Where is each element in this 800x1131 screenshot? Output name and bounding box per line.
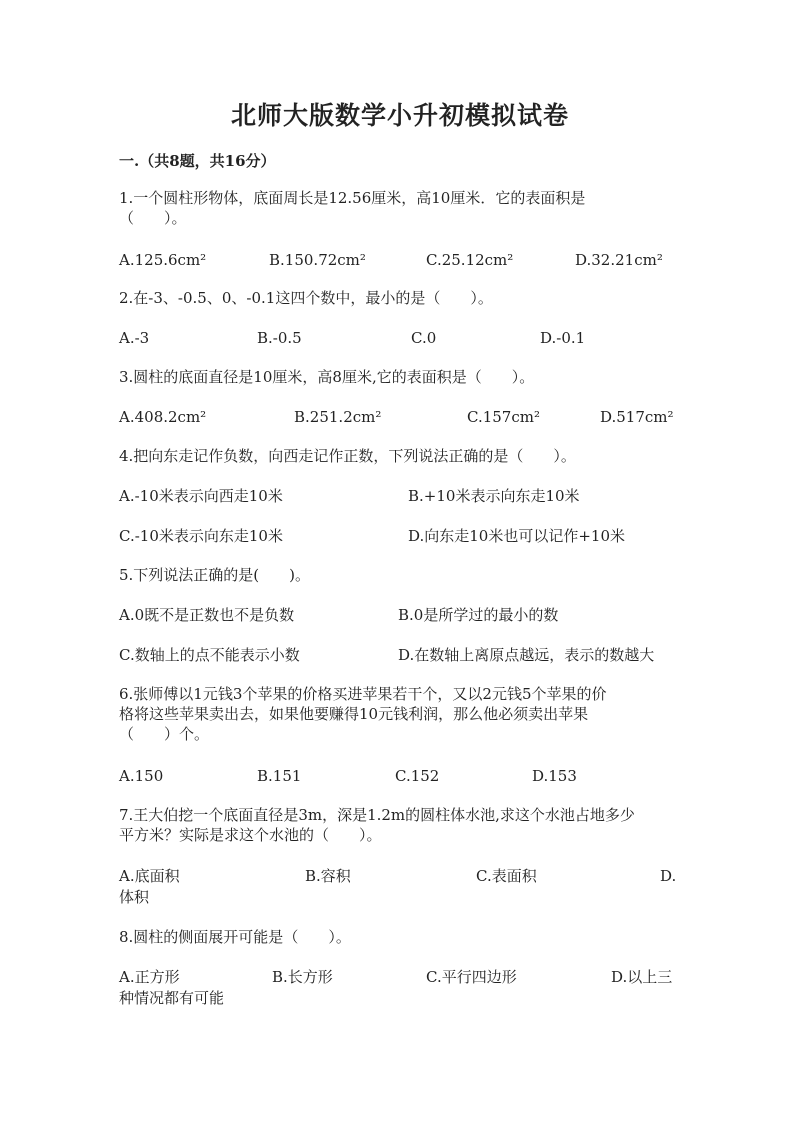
section-heading: 一.（共8题，共16分） [119,152,276,170]
option-a: A.150 [119,767,164,785]
option-d: D.向东走10米也可以记作+10米 [408,527,626,545]
question-line: 1.一个圆柱形物体，底面周长是12.56厘米，高10厘米．它的表面积是 [119,189,586,207]
question-line: （ ）。 [119,209,187,227]
question-line: 2.在-3、-0.5、0、-0.1这四个数中，最小的是（ ）。 [119,289,493,307]
question-3-options [119,407,679,427]
option-c: C.-10米表示向东走10米 [119,527,283,545]
option-d: D.-0.1 [540,329,586,347]
option-d-continuation: 种情况都有可能 [119,989,225,1007]
option-b: B.长方形 [272,968,333,986]
option-b: B.150.72cm² [269,251,366,269]
question-1 [119,188,679,228]
question-line: 7.王大伯挖一个底面直径是3m，深是1.2m的圆柱体水池,求这个水池占地多少 [119,806,635,824]
option-d: D.32.21cm² [575,251,663,269]
question-8 [119,927,679,947]
question-4 [119,446,679,466]
question-6 [119,684,679,744]
option-b: B.251.2cm² [294,408,382,426]
option-c: C.表面积 [476,867,537,885]
option-a: A.408.2cm² [119,408,207,426]
question-line: 8.圆柱的侧面展开可能是（ ）。 [119,928,351,946]
option-a: A.正方形 [119,968,180,986]
question-line: 3.圆柱的底面直径是10厘米，高8厘米,它的表面积是（ ）。 [119,368,535,386]
question-4-options-row2 [119,526,679,546]
question-line: 格将这些苹果卖出去，如果他要赚得10元钱利润，那么他必须卖出苹果 [119,705,589,723]
option-c: C.0 [411,329,437,347]
option-b: B.容积 [305,867,351,885]
question-3 [119,367,679,387]
option-d: D.在数轴上离原点越远，表示的数越大 [398,646,655,664]
question-line: 6.张师傅以1元钱3个苹果的价格买进苹果若干个，又以2元钱5个苹果的价 [119,685,607,703]
option-a: A.0既不是正数也不是负数 [119,606,295,624]
question-2 [119,288,679,308]
option-d: D. [660,867,677,885]
option-c: C.157cm² [467,408,540,426]
option-b: B.-0.5 [257,329,302,347]
option-d: D.以上三 [611,968,673,986]
question-5-options-row1 [119,605,679,625]
option-b: B.151 [257,767,302,785]
option-a: A.底面积 [119,867,180,885]
option-b: B.0是所学过的最小的数 [398,606,559,624]
question-7 [119,805,679,845]
question-5 [119,565,679,585]
question-line: 5.下列说法正确的是( )。 [119,566,311,584]
option-a: A.-10米表示向西走10米 [119,487,283,505]
option-d: D.517cm² [600,408,674,426]
option-c: C.152 [395,767,440,785]
option-c: C.25.12cm² [426,251,514,269]
option-a: A.125.6cm² [119,251,207,269]
question-5-options-row2 [119,645,679,665]
option-c: C.平行四边形 [426,968,517,986]
option-a: A.-3 [119,329,150,347]
question-6-options [119,766,679,786]
option-d: D.153 [532,767,577,785]
question-2-options [119,328,679,348]
option-d-continuation: 体积 [119,888,150,906]
question-line: 4.把向东走记作负数，向西走记作正数，下列说法正确的是（ ）。 [119,447,576,465]
question-4-options-row1 [119,486,679,506]
option-b: B.+10米表示向东走10米 [408,487,580,505]
question-line: 平方米？实际是求这个水池的（ ）。 [119,826,382,844]
option-c: C.数轴上的点不能表示小数 [119,646,300,664]
page-title: 北师大版数学小升初模拟试卷 [230,101,569,130]
question-8-options [119,967,679,987]
question-1-options [119,250,679,270]
question-7-options [119,866,679,886]
question-line: （ ）个。 [119,725,210,743]
